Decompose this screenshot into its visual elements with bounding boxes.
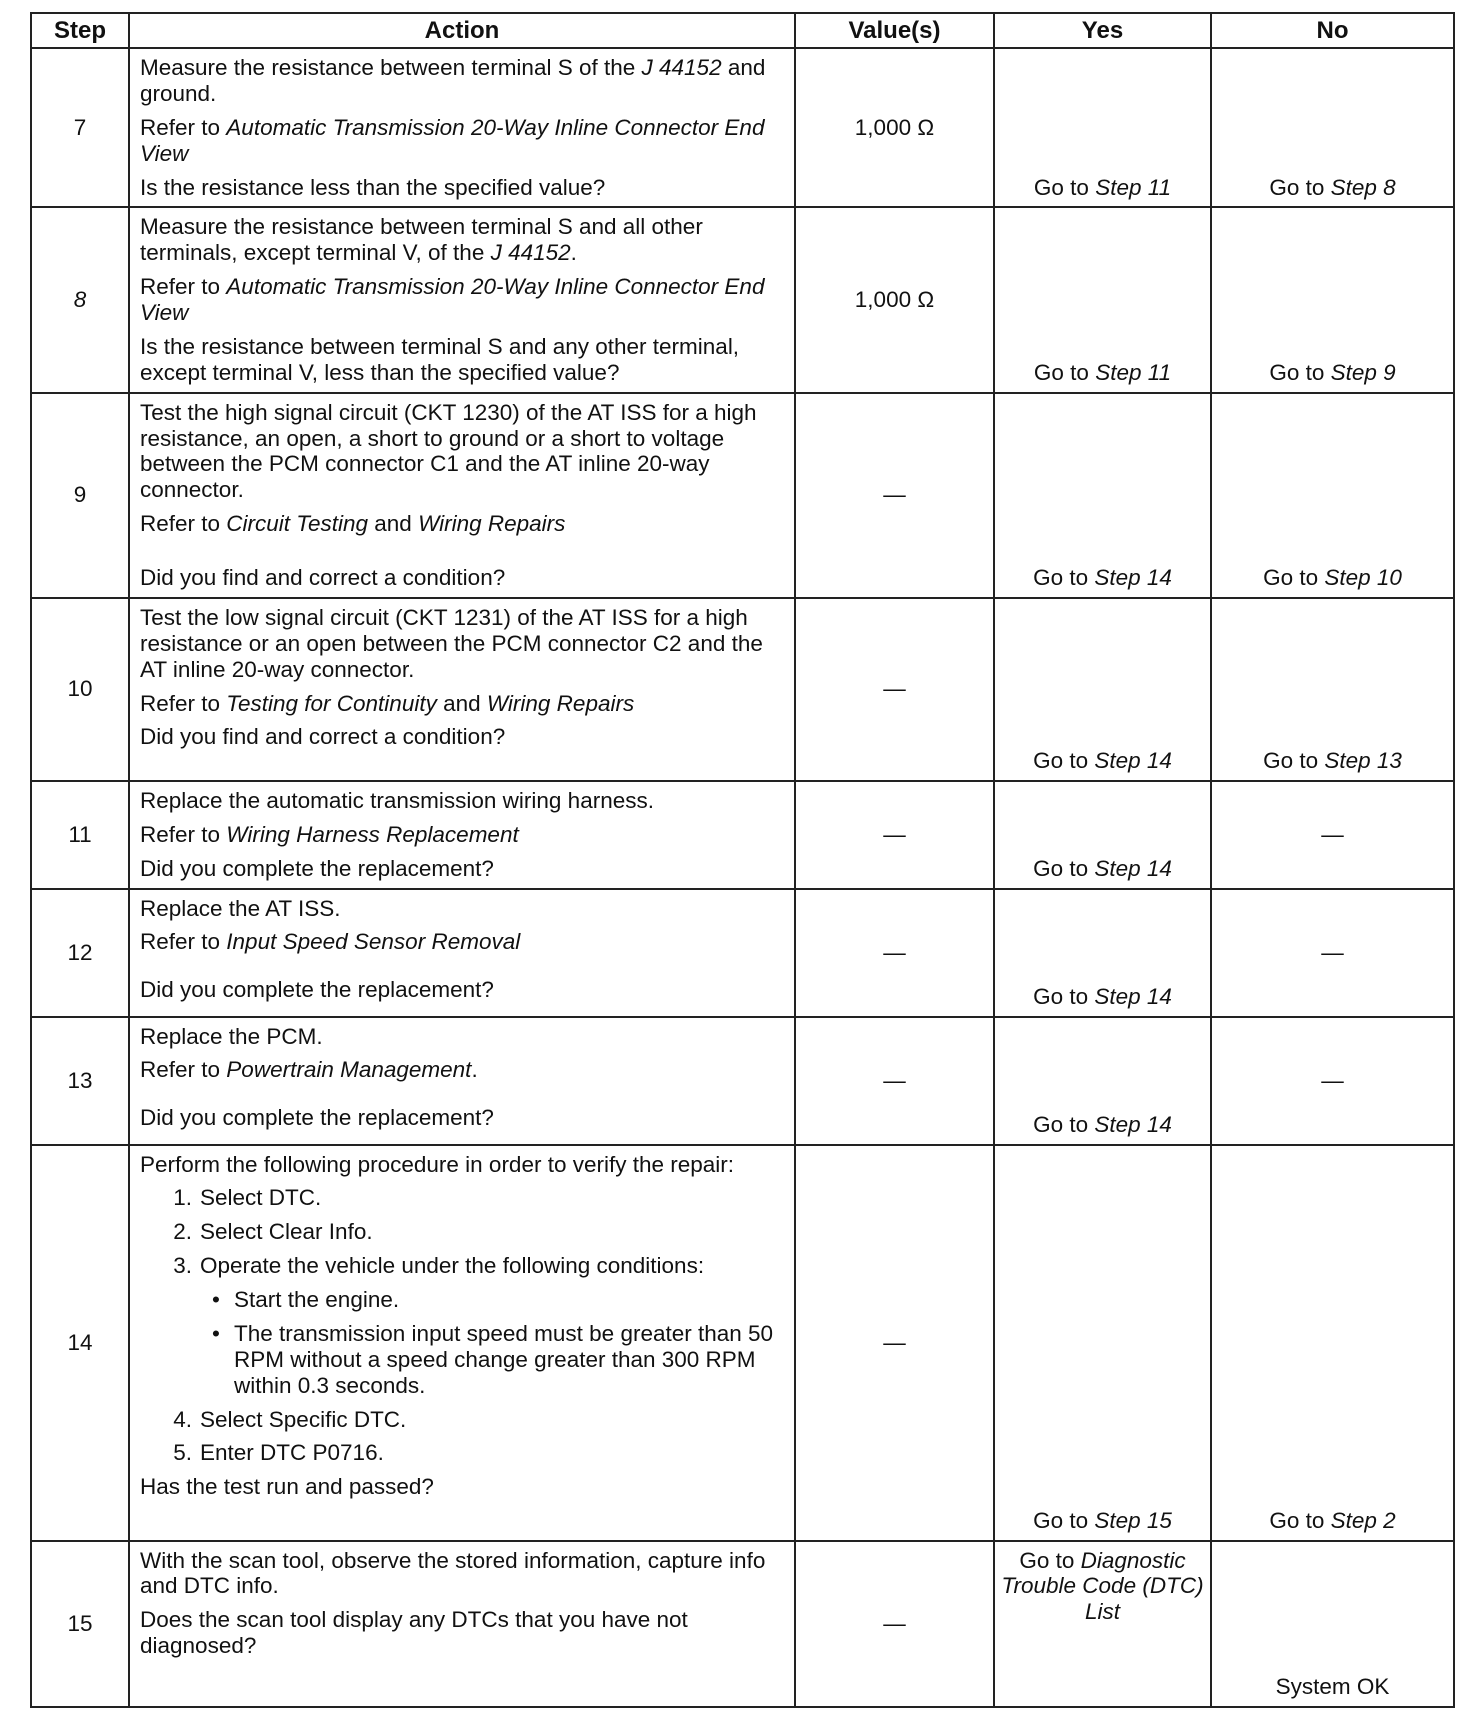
diagnostic-table [30,12,1455,1708]
value-cell: — [795,1541,994,1707]
reference-link[interactable]: Powertrain Management [226,1057,472,1083]
no-value: — [1321,1067,1344,1093]
yes-goto[interactable]: Go to Step 14 [1033,983,1172,1009]
yes-cell [994,1017,1211,1145]
action-cell [129,1145,795,1541]
step-number: 8 [31,207,129,392]
action-reference: Refer to Powertrain Management. [140,1057,478,1083]
yes-cell [994,1145,1211,1541]
action-cell [129,393,795,598]
action-text: Test the low signal circuit (CKT 1231) of the AT ISS for a high resistance or an open between the PCM connector C2 and the AT inline 20-way connector. [140,604,763,682]
value-cell: — [795,781,994,889]
action-reference: Refer to Wiring Harness Replacement [140,821,519,847]
table-row [31,1145,1454,1541]
header-step: Step [31,13,129,48]
table-row [31,598,1454,781]
no-goto[interactable]: Go to Step 13 [1263,748,1402,773]
action-question: Did you find and correct a condition? [140,565,506,590]
action-cell [129,781,795,889]
value-cell: — [795,598,994,781]
step-number: 11 [31,781,129,889]
no-value: System OK [1275,1673,1390,1699]
action-cell [129,889,795,1017]
table-row [31,889,1454,1017]
reference-link[interactable]: Testing for Continuity [226,690,437,716]
no-cell [1211,598,1454,781]
action-text: Replace the AT ISS. [140,895,341,921]
reference-link[interactable]: Automatic Transmission 20-Way Inline Connector End View [140,114,765,166]
bullet-item: • The transmission input speed must be greater than 50 RPM without a speed change greater than 300 RPM within 0.3 seconds. [212,1320,774,1398]
reference-link[interactable]: Wiring Repairs [486,690,635,716]
yes-goto[interactable]: Go to Diagnostic Trouble Code (DTC) List [1001,1547,1204,1625]
table-row [31,393,1454,598]
action-cell [129,1017,795,1145]
yes-goto[interactable]: Go to Step 11 [1033,359,1172,385]
step-number: 7 [31,48,129,207]
value-cell: — [795,889,994,1017]
action-text: Measure the resistance between terminal S and all other terminals, except terminal V, of the J 44152. [140,214,703,266]
action-cell [129,1541,795,1707]
yes-cell [994,1541,1211,1707]
action-question: Did you complete the replacement? [140,855,494,881]
value-cell: 1,000 Ω [795,48,994,207]
step-number: 14 [31,1145,129,1541]
no-cell [1211,889,1454,1017]
no-goto[interactable]: Go to Step 8 [1269,174,1396,200]
value-cell: — [795,1145,994,1541]
no-goto[interactable]: Go to Step 2 [1269,1507,1396,1533]
action-cell [129,598,795,781]
step-number: 12 [31,889,129,1017]
list-item: 3. Operate the vehicle under the following conditions: [173,1253,705,1279]
no-cell [1211,207,1454,392]
diagnostic-table-sheet [30,12,1453,1708]
table-row [31,1541,1454,1707]
table-header-row [31,13,1454,48]
reference-link[interactable]: Automatic Transmission 20-Way Inline Connector End View [140,274,765,325]
no-cell [1211,781,1454,889]
reference-link[interactable]: Circuit Testing [226,511,369,537]
reference-link[interactable]: Wiring Repairs [418,511,566,537]
action-question: Is the resistance less than the specified value? [140,174,606,200]
yes-goto[interactable]: Go to Step 15 [1033,1507,1172,1533]
action-question: Did you find and correct a condition? [140,724,506,750]
list-item: 5. Enter DTC P0716. [173,1440,384,1466]
action-text: Test the high signal circuit (CKT 1230) of the AT ISS for a high resistance, an open, a short to ground or a short to voltage between the PCM connector C1 and the AT inline 20-way connector. [140,399,757,503]
no-goto[interactable]: Go to Step 9 [1269,359,1396,385]
step-number: 10 [31,598,129,781]
action-reference: Refer to Input Speed Sensor Removal [140,929,521,955]
yes-cell [994,207,1211,392]
action-reference: Refer to Automatic Transmission 20-Way Inline Connector End View [140,114,765,166]
action-question: Does the scan tool display any DTCs that you have not diagnosed? [140,1607,688,1659]
yes-goto[interactable]: Go to Step 14 [1033,748,1172,773]
action-cell [129,48,795,207]
no-cell [1211,393,1454,598]
yes-cell [994,781,1211,889]
value-cell: 1,000 Ω [795,207,994,392]
no-goto[interactable]: Go to Step 10 [1263,565,1402,590]
value-cell: — [795,1017,994,1145]
action-reference: Refer to Testing for Continuity and Wiring Repairs [140,690,635,716]
yes-cell [994,598,1211,781]
list-item: 4. Select Specific DTC. [173,1406,407,1432]
header-yes: Yes [994,13,1211,48]
yes-cell [994,393,1211,598]
action-question: Did you complete the replacement? [140,977,494,1003]
action-text: Perform the following procedure in order to verify the repair: [140,1151,735,1177]
action-text: Replace the automatic transmission wiring harness. [140,787,654,813]
bullet-item: • Start the engine. [212,1287,400,1312]
table-row [31,781,1454,889]
action-question: Is the resistance between terminal S and any other terminal, except terminal V, less than the specified value? [140,333,740,385]
action-question: Has the test run and passed? [140,1474,434,1500]
header-values: Value(s) [795,13,994,48]
no-value: — [1321,821,1344,847]
yes-goto[interactable]: Go to Step 14 [1033,565,1172,590]
action-reference: Refer to Automatic Transmission 20-Way Inline Connector End View [140,274,765,325]
step-number: 15 [31,1541,129,1707]
action-question: Did you complete the replacement? [140,1105,494,1131]
no-cell [1211,1017,1454,1145]
table-row [31,1017,1454,1145]
header-action: Action [129,13,795,48]
no-cell [1211,1145,1454,1541]
no-cell [1211,1541,1454,1707]
action-text: With the scan tool, observe the stored information, capture info and DTC info. [140,1547,766,1599]
table-row [31,48,1454,207]
no-cell [1211,48,1454,207]
action-text: Replace the PCM. [140,1023,323,1049]
value-cell: — [795,393,994,598]
step-number: 13 [31,1017,129,1145]
yes-goto[interactable]: Go to Step 11 [1033,174,1172,200]
yes-goto[interactable]: Go to Step 14 [1033,855,1172,881]
table-row [31,207,1454,392]
no-value: — [1321,939,1344,965]
yes-cell [994,48,1211,207]
list-item: 2. Select Clear Info. [173,1219,373,1245]
reference-link[interactable]: Input Speed Sensor Removal [226,929,521,955]
action-text: Measure the resistance between terminal S of the J 44152 and ground. [140,55,766,106]
action-reference: Refer to Circuit Testing and Wiring Repairs [140,511,566,537]
header-no: No [1211,13,1454,48]
yes-cell [994,889,1211,1017]
reference-link[interactable]: Wiring Harness Replacement [226,821,519,847]
yes-goto[interactable]: Go to Step 14 [1033,1111,1172,1137]
list-item: 1. Select DTC. [173,1185,322,1211]
action-cell [129,207,795,392]
step-number: 9 [31,393,129,598]
